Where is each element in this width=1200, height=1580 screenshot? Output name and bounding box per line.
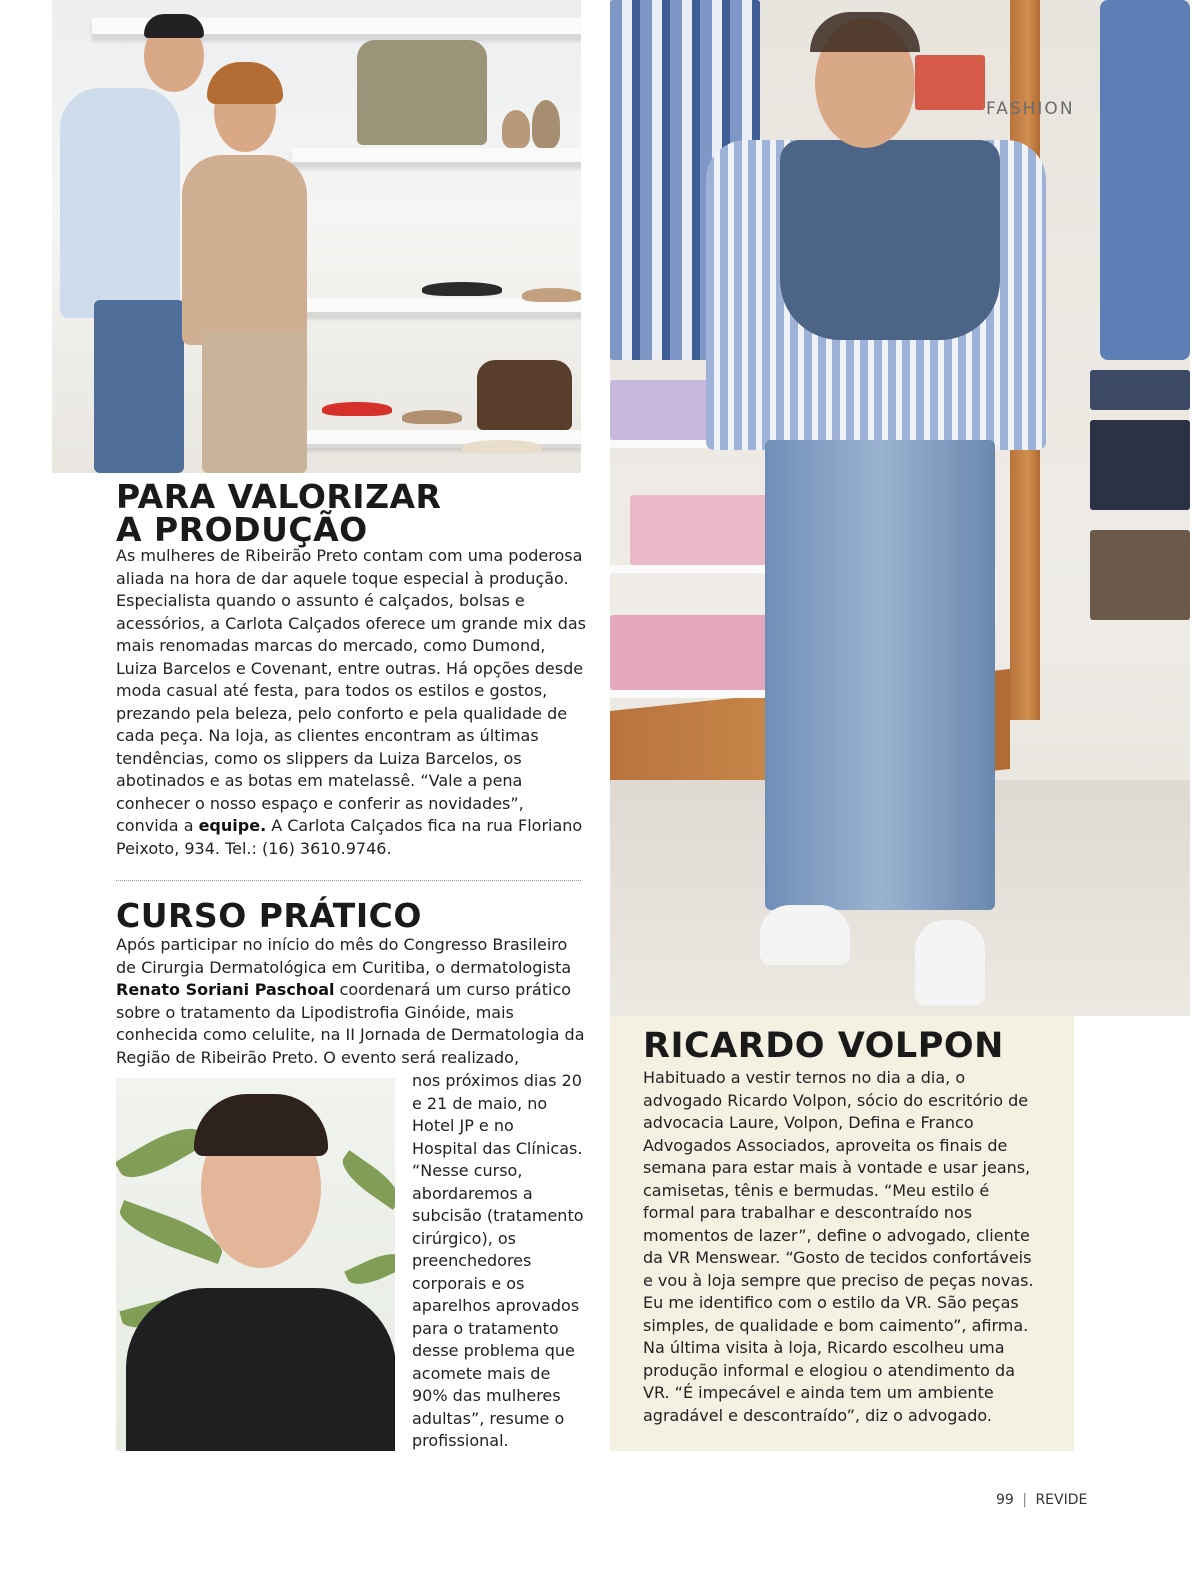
article-body-carlota (116, 545, 586, 860)
article-body-curso (116, 934, 586, 1069)
body-text: As mulheres de Ribeirão Preto contam com uma poderosa aliada na hora de dar aquele toque especial à produção. Especialista quando o assunto é calçados, bolsas e acessórios, a Carlota Calçados oferece um grande mix das mais renomadas marcas do mercado, como Dumond, Luiza Barcelos e Covenant, entre outras. Há opções desde moda casual até festa, para todos os estilos e gostos, prezando pela beleza, pelo conforto e pela qualidade de cada peça. Na loja, as clientes encontram as últimas tendências, como os slippers da Luiza Barcelos, os abotinados e as botas em matelassê. “Vale a pena conhecer o nosso espaço e conferir as novidades”, convida a (116, 546, 586, 835)
renato-paschoal-photo (116, 1078, 395, 1451)
store-couple-photo (52, 0, 581, 473)
article-body-curso-column: nos próximos dias 20 e 21 de maio, no Hotel JP e no Hospital das Clínicas. “Nesse curso, abordaremos a subcisão (tratamento cirúrgico), os preenchedores corporais e os aparelhos aprovados para o tratamento desse problema que acomete mais de 90% das mulheres adultas”, resume o profissional. (412, 1071, 584, 1450)
ricardo-volpon-photo (610, 0, 1190, 1016)
article-body-ricardo: Habituado a vestir ternos no dia a dia, o advogado Ricardo Volpon, sócio do escritório de advocacia Laure, Volpon, Defina e Franco Advogados Associados, aproveita os finais de semana para estar mais à vontade e usar jeans, camisetas, tênis e bermudas. “Meu estilo é formal para trabalhar e descontraído nos momentos de lazer”, define o advogado, cliente da VR Menswear. “Gosto de tecidos confortáveis e vou à loja sempre que preciso de peças novas. Eu me identifico com o estilo da VR. São peças simples, de qualidade e bom caimento”, afirma. Na última visita à loja, Ricardo escolheu uma produção informal e elogiou o atendimento da VR. “É impecável e ainda tem um ambiente agradável e descontraído”, diz o advogado. (643, 1068, 1034, 1425)
article-headline-producao (116, 477, 576, 549)
page-footer (996, 1492, 1087, 1508)
article-headline-ricardo: RICARDO VOLPON (643, 1026, 1004, 1066)
section-kicker: FASHION (986, 99, 1075, 119)
article-headline-curso: CURSO PRÁTICO (116, 896, 422, 935)
body-bold-name: Renato Soriani Paschoal (116, 980, 335, 999)
page-number: 99 (996, 1492, 1014, 1508)
body-text-end: A Carlota Calçados fica na rua Floriano Peixoto, 934. Tel.: (16) 3610.9746. (116, 816, 583, 858)
headline-line-2: A PRODUÇÃO (116, 510, 368, 549)
headline-line-1: PARA VALORIZAR (116, 477, 442, 516)
body-text: Após participar no início do mês do Congresso Brasileiro de Cirurgia Dermatológica em Curitiba, o dermatologista (116, 935, 572, 977)
body-text-end: coordenará um curso prático sobre o tratamento da Lipodistrofia Ginóide, mais conhecida como celulite, na II Jornada de Dermatologia da Região de Ribeirão Preto. O evento será realizado, (116, 980, 585, 1067)
magazine-name: REVIDE (1035, 1492, 1088, 1508)
section-divider (116, 880, 581, 881)
body-bold-text: equipe. (198, 816, 267, 835)
footer-separator: | (1022, 1492, 1027, 1508)
